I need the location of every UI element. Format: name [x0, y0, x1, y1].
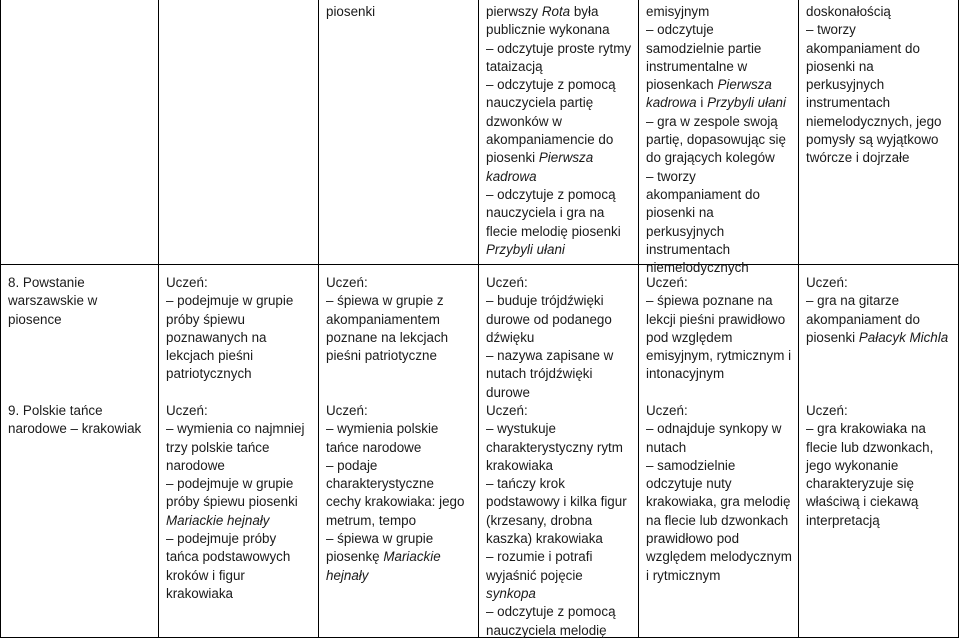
col3-row8-item1: – śpiewa w grupie z akompaniamentem poznane na lekcjach pieśni patriotyczne	[326, 293, 449, 364]
col2-row9-item2: – podejmuje w grupie próby śpiewu piosenki Mariackie hejnały	[166, 476, 298, 528]
col4-top-item4: – odczytuje z pomocą nauczyciela i gra na flecie melodię piosenki Przybyli ułani	[486, 186, 621, 257]
col2-row9-heading: Uczeń:	[166, 403, 208, 418]
song-title: Rota	[541, 4, 571, 19]
song-title: Pałacyk Michla	[858, 329, 949, 345]
topic-9-title: 9. Polskie tańce narodowe – krakowiak	[8, 403, 142, 437]
song-title: Mariackie hejnały	[166, 512, 270, 528]
table-border-col6	[798, 0, 799, 638]
col5-top-item3: – gra w zespole swoją partię, dopasowując się do grających kolegów	[646, 113, 786, 166]
col5-row8-heading: Uczeń:	[646, 275, 688, 290]
col5-row8-cell	[646, 274, 792, 384]
col6-row8-cell	[806, 274, 952, 347]
col4-row9-item3: – rozumie i potrafi wyjaśnić pojęcie synkopa	[486, 549, 593, 601]
col3-row8-heading: Uczeń:	[326, 275, 368, 290]
col5-top-item2: – odczytuje samodzielnie partie instrumentalne w piosenkach Pierwsza kadrowa i Przybyli ułani	[646, 22, 786, 111]
song-title: Przybyli ułani	[707, 95, 786, 111]
col5-row9-item2: – samodzielnie odczytuje nuty krakowiaka, gra melodię na flecie lub dzwonkach prawidłowo pod względem melodycznym i rytmicznym	[646, 457, 792, 583]
col3-row9-heading: Uczeń:	[326, 403, 368, 418]
col3-row9-item2: – podaje charakterystyczne cechy krakowiaka: jego metrum, tempo	[326, 457, 465, 528]
col6-row8-item1: – gra na gitarze akompaniament do piosenki Pałacyk Michla	[806, 293, 949, 345]
col4-top-cell	[486, 3, 632, 259]
col4-top-item2: – odczytuje proste rytmy tataizacją	[486, 40, 632, 74]
term: synkopa	[486, 585, 536, 601]
topic-cell-8	[8, 274, 150, 329]
table-border-col5	[638, 0, 639, 638]
col5-row9-cell	[646, 402, 792, 585]
col6-row8-heading: Uczeń:	[806, 275, 848, 290]
col6-row9-item1: – gra krakowiaka na flecie lub dzwonkach, jego wykonanie charakteryzuje się właściwą i ciekawą interpretacją	[806, 421, 934, 528]
topic-8-title: 8. Powstanie warszawskie w piosence	[8, 275, 98, 327]
col6-row9-heading: Uczeń:	[806, 403, 848, 418]
col2-row8-cell	[166, 274, 312, 384]
topic-cell-9	[8, 402, 150, 439]
col2-row8-item1: – podejmuje w grupie próby śpiewu poznawanych na lekcjach pieśni patriotycznych	[166, 293, 294, 382]
col3-row8-cell	[326, 274, 472, 365]
col4-row9-heading: Uczeń:	[486, 403, 528, 418]
col5-top-item4: – tworzy akompaniament do piosenki na perkusyjnych instrumentach niemelodycznych	[646, 168, 760, 276]
table-border-col4	[478, 0, 479, 638]
col2-row8-heading: Uczeń:	[166, 275, 208, 290]
col4-row8-item2: – nazywa zapisane w nutach trójdźwięki durowe	[486, 348, 614, 400]
col3-top-text: piosenki	[326, 4, 376, 19]
col6-row9-cell	[806, 402, 952, 530]
row-separator	[0, 264, 959, 265]
col6-top-item2: – tworzy akompaniament do piosenki na perkusyjnych instrumentach niemelodycznych, jego pomysły są wyjątkowo twórcze i dojrzałe	[806, 22, 942, 166]
col3-row9-item3: – śpiewa w grupie piosenkę Mariackie hejnały	[326, 531, 441, 583]
table-border-col2	[158, 0, 159, 638]
col3-row9-cell	[326, 402, 472, 585]
col2-row9-cell	[166, 402, 312, 603]
table-border-left	[0, 0, 1, 638]
table-border-right	[958, 0, 959, 638]
col4-row9-item1: – wystukuje charakterystyczny rytm krakowiaka	[486, 421, 623, 473]
col2-row9-item1: – wymienia co najmniej trzy polskie tańce narodowe	[166, 421, 305, 473]
song-title: Pierwsza kadrowa	[646, 77, 772, 111]
col3-row9-item1: – wymienia polskie tańce narodowe	[326, 421, 439, 455]
col4-top-item3: – odczytuje z pomocą nauczyciela partię dzwonków w akompaniamencie do piosenki Pierwsza kadrowa	[486, 77, 616, 184]
col4-row9-cell	[486, 402, 632, 640]
col3-top-cell	[326, 3, 472, 21]
col4-top-item1: pierwszy Rota była publicznie wykonana	[486, 4, 610, 38]
col5-top-item1: emisyjnym	[646, 4, 710, 19]
col2-row9-item3: – podejmuje próby tańca podstawowych kroków i figur krakowiaka	[166, 531, 291, 601]
col5-row9-heading: Uczeń:	[646, 403, 688, 418]
col4-row9-item4: – odczytuje z pomocą nauczyciela melodię	[486, 604, 616, 638]
table-border-col3	[318, 0, 319, 638]
col4-row9-item2: – tańczy krok podstawowy i kilka figur (krzesany, drobna kaszka) krakowiaka	[486, 476, 627, 547]
col4-row8-heading: Uczeń:	[486, 275, 528, 290]
col4-row8-cell	[486, 274, 632, 402]
col6-top-cell	[806, 3, 952, 168]
col4-row8-item1: – buduje trójdźwięki durowe od podanego dźwięku	[486, 293, 612, 345]
col5-row9-item1: – odnajduje synkopy w nutach	[646, 421, 782, 455]
col5-row8-item1: – śpiewa poznane na lekcji pieśni prawidłowo pod względem emisyjnym, rytmicznym i intonacyjnym	[646, 293, 792, 382]
song-title: Pierwsza kadrowa	[486, 150, 594, 184]
song-title: Mariackie hejnały	[326, 549, 441, 583]
col6-top-item1: doskonałością	[806, 4, 891, 19]
song-title: Przybyli ułani	[486, 241, 565, 257]
col5-top-cell	[646, 3, 792, 277]
